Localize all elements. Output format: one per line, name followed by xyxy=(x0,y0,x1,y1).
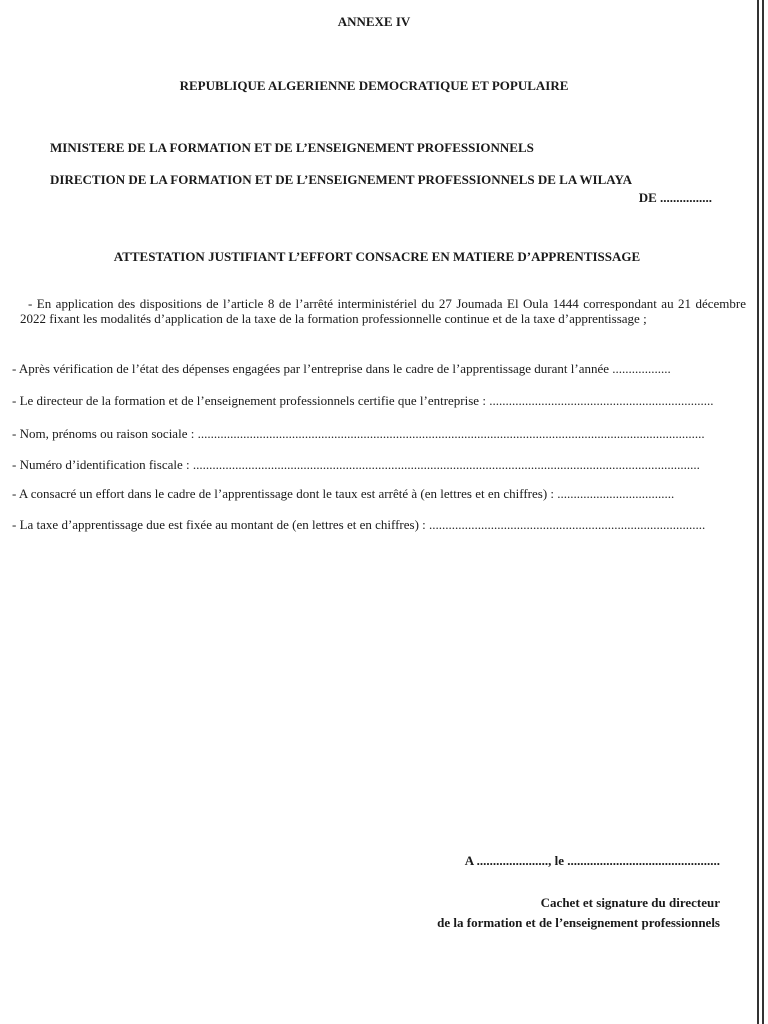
direction-heading: DIRECTION DE LA FORMATION ET DE L’ENSEIGNEMENT PROFESSIONNELS DE LA WILAYA xyxy=(50,172,633,187)
director-certifies-line: - Le directeur de la formation et de l’enseignement professionnels certifie que l’entreprise : ..................................................................... xyxy=(12,393,714,408)
tax-amount-line: - La taxe d’apprentissage due est fixée au montant de (en lettres et en chiffres) : ..................................................................................... xyxy=(12,517,706,532)
wilaya-field: DE ................ xyxy=(638,190,712,205)
signature-caption-line-2: de la formation et de l’enseignement professionnels xyxy=(437,915,720,930)
ministere-heading: MINISTERE DE LA FORMATION ET DE L’ENSEIGNEMENT PROFESSIONNELS xyxy=(50,140,534,155)
tax-id-line: - Numéro d’identification fiscale : ............................................................................................................................................................ xyxy=(12,457,700,472)
legal-reference-paragraph: - En application des dispositions de l’article 8 de l’arrêté interministériel du 27 Joumada El Oula 1444 correspondant au 21 décembre 2022 fixant les modalités d’application de la taxe de la formation professionnelle continue et de la taxe d’apprentissage ; xyxy=(20,296,746,326)
page-edge-line xyxy=(757,0,759,1024)
republique-heading: REPUBLIQUE ALGERIENNE DEMOCRATIQUE ET POPULAIRE xyxy=(179,78,569,93)
place-date-line: A ......................, le ............................................... xyxy=(464,853,720,868)
company-name-line: - Nom, prénoms ou raison sociale : ............................................................................................................................................................ xyxy=(12,426,705,441)
annexe-heading: ANNEXE IV xyxy=(337,14,411,29)
document-title: ATTESTATION JUSTIFIANT L’EFFORT CONSACRE EN MATIERE D’APPRENTISSAGE xyxy=(113,249,641,264)
verification-year-line: - Après vérification de l’état des dépenses engagées par l’entreprise dans le cadre de l’apprentissage durant l’année .................. xyxy=(12,361,671,376)
signature-caption-line-1: Cachet et signature du directeur xyxy=(540,895,720,910)
effort-rate-line: - A consacré un effort dans le cadre de l’apprentissage dont le taux est arrêté à (en lettres et en chiffres) : .................................... xyxy=(12,486,675,501)
page-edge-line xyxy=(762,0,764,1024)
